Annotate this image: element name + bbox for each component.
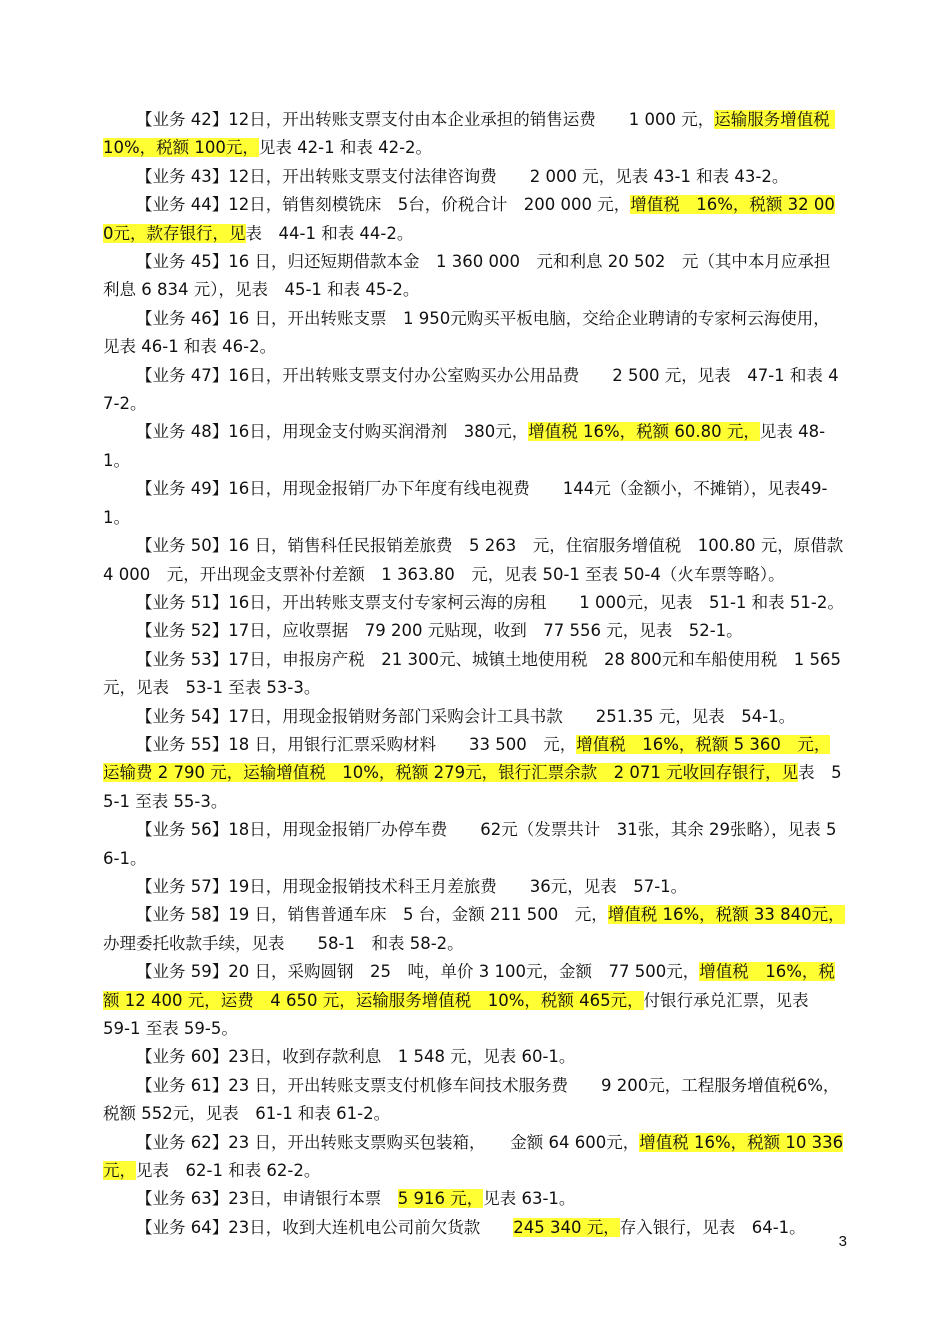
paragraph-text: 【业务 48】16日，用现金支付购买润滑剂 380元，	[136, 422, 529, 442]
paragraph-text: 见表 62-1 和表 62-2。	[136, 1161, 321, 1181]
transaction-paragraph	[103, 248, 845, 305]
paragraph-text: 【业务 56】18日，用现金报销厂办停车费 62元（发票共计 31张，其余 29张略），见表 56-1。	[103, 820, 837, 868]
highlighted-text: 增值税 16%，税额 5 360 元，运输费 2 790 元，运输增值税 10%，税额 279元，银行汇票余款 2 071 元收回存银行，见	[103, 734, 831, 783]
highlighted-text: 运输服务增值税 10%，税额 100元，	[103, 110, 835, 158]
transaction-paragraph	[103, 418, 845, 475]
highlighted-text: 增值税 16%，税额 33 840元，	[607, 905, 845, 925]
paragraph-text: 见表 63-1。	[483, 1189, 576, 1209]
highlighted-text: 增值税 16%，税额 12 400 元，运费 4 650 元，运输服务增值税 10%，税额 465元，	[103, 962, 835, 1010]
paragraph-text: 【业务 64】23日，收到大连机电公司前欠货款	[136, 1217, 514, 1237]
paragraph-text: 【业务 42】12日，开出转账支票支付由本企业承担的销售运费 1 000 元，	[136, 110, 715, 129]
page-number: 3	[838, 1233, 847, 1250]
highlighted-text: 245 340 元，	[513, 1217, 620, 1237]
paragraph-text: 【业务 62】23 日，开出转账支票购买包装箱， 金额 64 600元，	[136, 1132, 640, 1152]
transaction-paragraph	[103, 1214, 845, 1242]
transaction-paragraph	[103, 106, 845, 163]
paragraph-text: 【业务 60】23日，收到存款利息 1 548 元，见表 60-1。	[136, 1047, 576, 1067]
paragraph-text: 见表 42-1 和表 42-2。	[258, 138, 433, 158]
paragraph-text: 办理委托收款手续，见表 58-1 和表 58-2。	[103, 933, 464, 953]
transaction-paragraph	[103, 1072, 845, 1129]
paragraph-text: 【业务 49】16日，用现金报销厂办下年度有线电视费 144元（金额小，不摊销），见表49-1。	[103, 479, 828, 527]
paragraph-text: 【业务 55】18 日，用银行汇票采购材料 33 500 元，	[136, 734, 577, 754]
transaction-paragraph	[103, 617, 845, 645]
paragraph-text: 【业务 51】16日，开出转账支票支付专家柯云海的房租 1 000元，见表 51-1 和表 51-2。	[136, 592, 844, 612]
paragraph-text: 【业务 57】19日，用现金报销技术科王月差旅费 36元，见表 57-1。	[136, 876, 688, 896]
paragraph-text: 【业务 61】23 日，开出转账支票支付机修车间技术服务费 9 200元，工程服务增值税6%，税额 552元，见表 61-1 和表 61-2。	[103, 1075, 840, 1124]
paragraph-text: 【业务 46】16 日，开出转账支票 1 950元购买平板电脑，交给企业聘请的专家柯云海使用，见表 46-1 和表 46-2。	[103, 308, 830, 357]
transaction-paragraph	[103, 731, 845, 816]
transaction-paragraph	[103, 589, 845, 617]
paragraph-text: 【业务 50】16 日，销售科任民报销差旅费 5 263 元，住宿服务增值税 100.80 元，原借款 4 000 元，开出现金支票补付差额 1 363.80 元，见表 50-1 至表 50-4（火车票等略）。	[103, 536, 849, 584]
transaction-paragraph	[103, 901, 845, 958]
transaction-paragraph	[103, 958, 845, 1043]
paragraph-text: 付银行承兑汇票，见表 59-1 至表 59-5。	[103, 990, 842, 1038]
transaction-paragraph	[103, 1129, 845, 1186]
paragraph-text: 【业务 43】12日，开出转账支票支付法律咨询费 2 000 元，见表 43-1 和表 43-2。	[136, 166, 789, 186]
transaction-paragraph	[103, 475, 845, 532]
paragraph-text: 【业务 47】16日，开出转账支票支付办公室购买办公用品费 2 500 元，见表 47-1 和表 47-2。	[103, 365, 839, 414]
transaction-paragraph	[103, 532, 849, 589]
highlighted-text: 增值税 16%，税额 32 000元，款存银行，见	[103, 195, 835, 243]
paragraph-text: 【业务 59】20 日，采购圆钢 25 吨，单价 3 100元，金额 77 500元，	[136, 962, 700, 982]
transaction-paragraph	[103, 163, 845, 191]
transaction-paragraph	[103, 305, 845, 362]
transaction-paragraph	[103, 191, 845, 248]
paragraph-text: 【业务 52】17日，应收票据 79 200 元贴现，收到 77 556 元，见表 52-1。	[136, 621, 743, 641]
highlighted-text: 5 916 元，	[397, 1189, 484, 1209]
highlighted-text: 增值税 16%，税额 10 336元，	[103, 1132, 844, 1181]
transaction-paragraph	[103, 1185, 845, 1213]
paragraph-text: 【业务 44】12日，销售刻模铣床 5台，价税合计 200 000 元，	[136, 195, 631, 215]
paragraph-text: 【业务 53】17日，申报房产税 21 300元、城镇土地使用税 28 800元和车船使用税 1 565 元，见表 53-1 至表 53-3。	[103, 649, 847, 698]
paragraph-text: 【业务 45】16 日，归还短期借款本金 1 360 000 元和利息 20 502 元（其中本月应承担利息 6 834 元），见表 45-1 和表 45-2。	[103, 252, 831, 300]
paragraph-text: 【业务 58】19 日，销售普通车床 5 台，金额 211 500 元，	[136, 905, 608, 925]
paragraph-text: 见表 48-1。	[103, 422, 826, 470]
paragraph-text: 【业务 63】23日，申请银行本票	[136, 1189, 398, 1209]
business-transaction-list	[103, 106, 849, 1242]
highlighted-text: 增值税 16%，税额 60.80 元，	[528, 422, 760, 442]
paragraph-text: 存入银行，见表 64-1。	[619, 1217, 806, 1237]
transaction-paragraph	[103, 1043, 845, 1071]
paragraph-text: 表 44-1 和表 44-2。	[245, 223, 414, 243]
transaction-paragraph	[103, 646, 845, 703]
transaction-paragraph	[103, 816, 845, 873]
transaction-paragraph	[103, 873, 845, 901]
transaction-paragraph	[103, 703, 845, 731]
paragraph-text: 【业务 54】17日，用现金报销财务部门采购会计工具书款 251.35 元，见表 54-1。	[136, 706, 796, 726]
transaction-paragraph	[103, 362, 845, 419]
paragraph-text: 表 55-1 至表 55-3。	[103, 763, 842, 811]
